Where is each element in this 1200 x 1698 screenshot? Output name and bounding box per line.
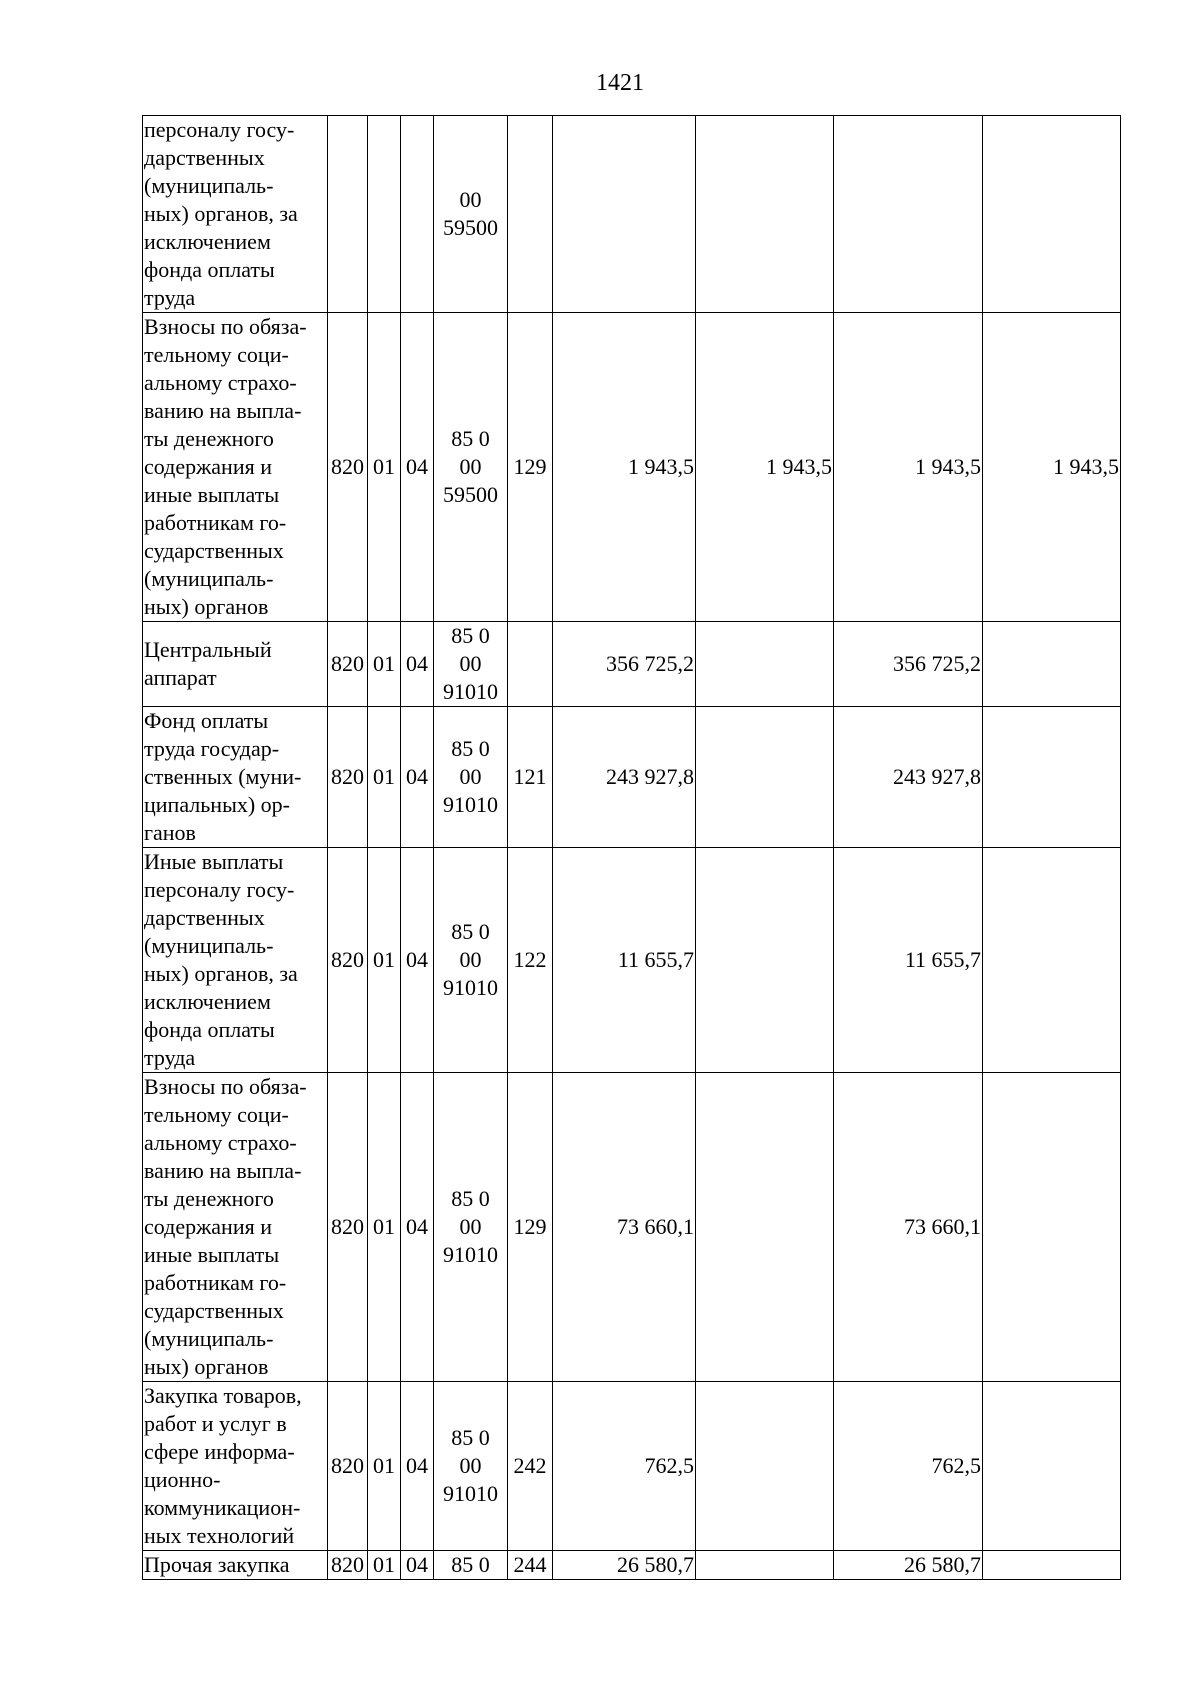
row-name-line: персоналу госу- (144, 877, 295, 902)
cell-glava: 820 (328, 313, 368, 622)
row-name-line: ственных (муни- (144, 764, 302, 789)
table-row (143, 313, 1121, 622)
cell-value-4: 1 943,5 (983, 313, 1121, 622)
cell-value-1: 26 580,7 (553, 1551, 696, 1580)
cell-pr: 04 (401, 622, 434, 707)
row-name-line: Центральный (144, 637, 272, 662)
table-row (143, 707, 1121, 848)
cell-value-4 (983, 707, 1121, 848)
cell-csr-line: 00 (459, 1214, 482, 1239)
row-name-line: Фонд оплаты (144, 708, 269, 733)
row-name (143, 1073, 328, 1382)
row-name-line: (муниципаль- (144, 933, 274, 958)
row-name (143, 848, 328, 1073)
cell-value-3: 26 580,7 (834, 1551, 983, 1580)
row-name (143, 1382, 328, 1551)
cell-value-2 (696, 116, 834, 313)
row-name-line: работ и услуг в (144, 1411, 287, 1436)
cell-csr-line: 85 0 (451, 1186, 490, 1211)
cell-vr (508, 622, 553, 707)
cell-pr: 04 (401, 1382, 434, 1551)
cell-vr (508, 116, 553, 313)
row-name-line: труда (144, 285, 196, 310)
cell-value-1: 762,5 (553, 1382, 696, 1551)
cell-value-3 (834, 116, 983, 313)
cell-glava: 820 (328, 622, 368, 707)
table-row (143, 116, 1121, 313)
row-name-line: исключением (144, 229, 271, 254)
cell-vr: 129 (508, 313, 553, 622)
cell-glava (328, 116, 368, 313)
cell-pr (401, 116, 434, 313)
cell-vr: 242 (508, 1382, 553, 1551)
row-name-line: труда (144, 1045, 196, 1070)
cell-csr-line: 85 0 (451, 623, 490, 648)
cell-value-1: 11 655,7 (553, 848, 696, 1073)
cell-vr: 122 (508, 848, 553, 1073)
cell-value-4 (983, 848, 1121, 1073)
cell-pr: 04 (401, 848, 434, 1073)
cell-value-4 (983, 622, 1121, 707)
cell-csr-line: 85 0 (451, 1552, 490, 1577)
cell-value-2 (696, 1382, 834, 1551)
cell-value-2: 1 943,5 (696, 313, 834, 622)
cell-pr: 04 (401, 1073, 434, 1382)
row-name-line: сударственных (144, 1298, 284, 1323)
cell-glava: 820 (328, 1382, 368, 1551)
cell-value-1 (553, 116, 696, 313)
row-name-line: аппарат (144, 665, 217, 690)
table-row (143, 1073, 1121, 1382)
cell-csr (434, 1551, 508, 1580)
row-name-line: иные выплаты (144, 1242, 280, 1267)
row-name-line: (муниципаль- (144, 173, 274, 198)
row-name-line: работникам го- (144, 510, 287, 535)
row-name-line: (муниципаль- (144, 1326, 274, 1351)
cell-value-3: 356 725,2 (834, 622, 983, 707)
cell-value-4 (983, 1551, 1121, 1580)
row-name-line: тельному соци- (144, 1102, 289, 1127)
row-name (143, 313, 328, 622)
cell-value-2 (696, 622, 834, 707)
cell-csr-line: 91010 (443, 1481, 498, 1506)
cell-rz: 01 (368, 1551, 401, 1580)
table-row (143, 1382, 1121, 1551)
row-name (143, 707, 328, 848)
cell-csr (434, 848, 508, 1073)
cell-csr-line: 00 (459, 651, 482, 676)
cell-value-2 (696, 707, 834, 848)
cell-rz: 01 (368, 1073, 401, 1382)
row-name-line: ты денежного (144, 1186, 274, 1211)
row-name-line: труда государ- (144, 736, 280, 761)
cell-csr (434, 1382, 508, 1551)
cell-value-3: 1 943,5 (834, 313, 983, 622)
cell-value-2 (696, 1551, 834, 1580)
row-name-line: ванию на выпла- (144, 398, 302, 423)
cell-csr-line: 85 0 (451, 426, 490, 451)
row-name-line: коммуникацион- (144, 1495, 301, 1520)
cell-csr-line: 59500 (443, 482, 498, 507)
cell-csr-line: 85 0 (451, 919, 490, 944)
cell-csr (434, 707, 508, 848)
cell-rz: 01 (368, 848, 401, 1073)
cell-glava: 820 (328, 707, 368, 848)
cell-pr: 04 (401, 707, 434, 848)
row-name-line: ных) органов (144, 594, 269, 619)
row-name-line: дарственных (144, 145, 265, 170)
row-name-line: ты денежного (144, 426, 274, 451)
cell-csr-line: 91010 (443, 1242, 498, 1267)
cell-vr: 121 (508, 707, 553, 848)
cell-pr: 04 (401, 313, 434, 622)
row-name-line: ных технологий (144, 1523, 295, 1548)
row-name-line: альному страхо- (144, 1130, 297, 1155)
cell-value-4 (983, 116, 1121, 313)
row-name-line: фонда оплаты (144, 257, 275, 282)
cell-value-4 (983, 1382, 1121, 1551)
table-row (143, 622, 1121, 707)
row-name-line: содержания и (144, 454, 272, 479)
row-name-line: тельному соци- (144, 342, 289, 367)
row-name-line: персоналу госу- (144, 117, 295, 142)
table-row (143, 1551, 1121, 1580)
row-name-line: исключением (144, 989, 271, 1014)
cell-csr-line: 00 (459, 187, 482, 212)
row-name-line: ципальных) ор- (144, 792, 290, 817)
cell-value-2 (696, 848, 834, 1073)
row-name-line: Взносы по обяза- (144, 1074, 307, 1099)
row-name-line: Прочая закупка (144, 1552, 290, 1577)
cell-csr (434, 1073, 508, 1382)
row-name-line: ганов (144, 820, 196, 845)
row-name (143, 116, 328, 313)
row-name-line: дарственных (144, 905, 265, 930)
row-name-line: работникам го- (144, 1270, 287, 1295)
cell-value-1: 73 660,1 (553, 1073, 696, 1382)
cell-csr-line: 59500 (443, 215, 498, 240)
cell-glava: 820 (328, 1073, 368, 1382)
cell-vr: 244 (508, 1551, 553, 1580)
row-name-line: сфере информа- (144, 1439, 295, 1464)
row-name (143, 622, 328, 707)
cell-value-1: 356 725,2 (553, 622, 696, 707)
cell-csr (434, 622, 508, 707)
cell-value-1: 243 927,8 (553, 707, 696, 848)
cell-csr-line: 85 0 (451, 736, 490, 761)
cell-csr-line: 91010 (443, 792, 498, 817)
row-name-line: фонда оплаты (144, 1017, 275, 1042)
cell-csr-line: 91010 (443, 975, 498, 1000)
row-name-line: Иные выплаты (144, 849, 284, 874)
cell-rz (368, 116, 401, 313)
cell-csr (434, 116, 508, 313)
row-name-line: Закупка товаров, (144, 1383, 302, 1408)
cell-csr-line: 00 (459, 454, 482, 479)
row-name-line: ных) органов (144, 1354, 269, 1379)
cell-value-3: 762,5 (834, 1382, 983, 1551)
row-name-line: альному страхо- (144, 370, 297, 395)
row-name (143, 1551, 328, 1580)
cell-value-1: 1 943,5 (553, 313, 696, 622)
row-name-line: иные выплаты (144, 482, 280, 507)
cell-value-4 (983, 1073, 1121, 1382)
row-name-line: сударственных (144, 538, 284, 563)
cell-pr: 04 (401, 1551, 434, 1580)
cell-csr-line: 00 (459, 1453, 482, 1478)
cell-value-2 (696, 1073, 834, 1382)
cell-rz: 01 (368, 1382, 401, 1551)
cell-rz: 01 (368, 707, 401, 848)
cell-vr: 129 (508, 1073, 553, 1382)
cell-csr-line: 00 (459, 764, 482, 789)
cell-value-3: 11 655,7 (834, 848, 983, 1073)
cell-csr-line: 00 (459, 947, 482, 972)
row-name-line: ванию на выпла- (144, 1158, 302, 1183)
table-body (143, 116, 1121, 1580)
row-name-line: ционно- (144, 1467, 221, 1492)
row-name-line: Взносы по обяза- (144, 314, 307, 339)
row-name-line: содержания и (144, 1214, 272, 1239)
cell-value-3: 243 927,8 (834, 707, 983, 848)
cell-glava: 820 (328, 1551, 368, 1580)
row-name-line: ных) органов, за (144, 201, 298, 226)
cell-csr-line: 85 0 (451, 1425, 490, 1450)
cell-csr-line: 91010 (443, 679, 498, 704)
cell-rz: 01 (368, 622, 401, 707)
page-number: 1421 (596, 70, 644, 96)
cell-value-3: 73 660,1 (834, 1073, 983, 1382)
cell-rz: 01 (368, 313, 401, 622)
row-name-line: (муниципаль- (144, 566, 274, 591)
budget-table (142, 115, 1121, 1580)
row-name-line: ных) органов, за (144, 961, 298, 986)
table-row (143, 848, 1121, 1073)
cell-glava: 820 (328, 848, 368, 1073)
cell-csr (434, 313, 508, 622)
